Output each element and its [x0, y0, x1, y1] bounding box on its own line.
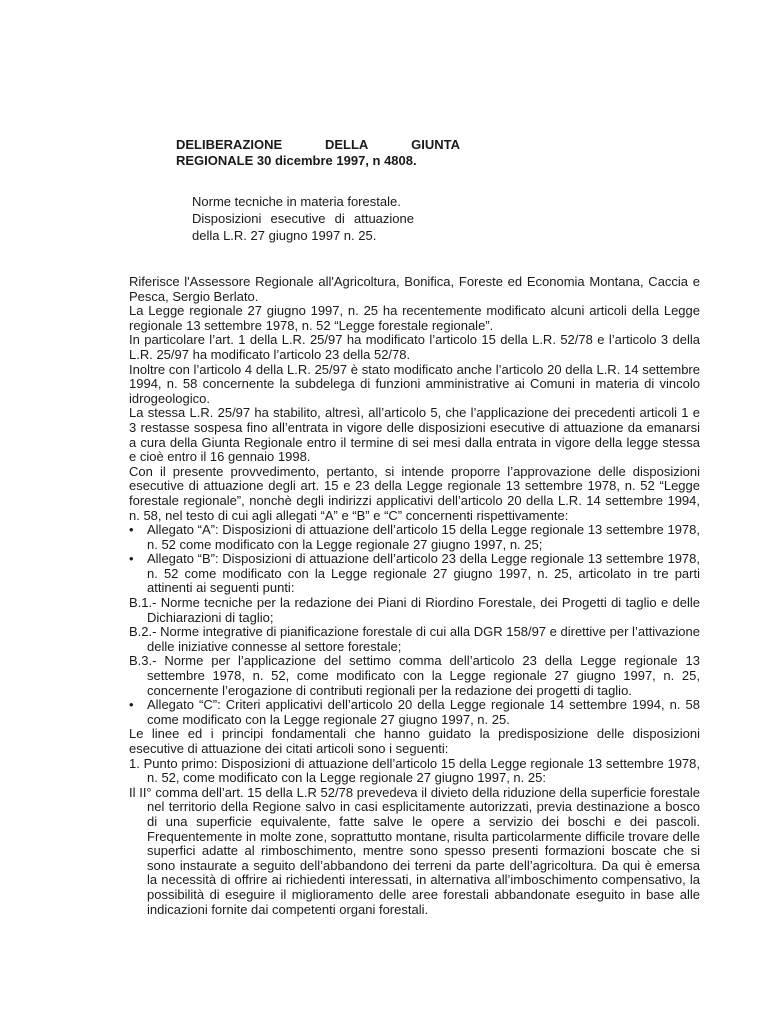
bullet-icon: • — [129, 697, 134, 713]
list-item-text: Allegato “A”: Disposizioni di attuazione dell’articolo 15 della Legge regionale 13 settembre 1978, n. 52 come modificato con la Legge regionale 27 giugno 1997, n. 25; — [147, 522, 700, 552]
list-item-text: Allegato “B”: Disposizioni di attuazione dell’articolo 23 della Legge regionale 13 settembre 1978, n. 52 come modificato con la Legge regionale 27 giugno 1997, n. 25, articolato in tre parti attinenti ai seguenti punti: — [147, 551, 700, 596]
list-item-allegato-c — [129, 698, 700, 727]
paragraph-provvedimento: Con il presente provvedimento, pertanto, si intende proporre l’approvazione delle disposizioni esecutive di attuazione degli art. 15 e 23 della Legge regionale 13 settembre 1978, n. 52 “Legge forestale regionale”, nonchè degli indirizzi applicativi dell’articolo 20 della L.R. 14 settembre 1994, n. 58, nel testo di cui agli allegati “A” e “B” e “C” concernenti rispettivamente: — [129, 463, 700, 523]
document-heading — [176, 137, 460, 169]
list-item-allegato-a — [129, 523, 700, 552]
sub-item-b2: B.2.- Norme integrative di pianificazione forestale di cui alla DGR 158/97 e direttive per l’attivazione delle iniziative connesse al settore forestale; — [129, 624, 700, 654]
paragraph-linee-principi: Le linee ed i principi fondamentali che hanno guidato la predisposizione delle disposizioni esecutive di attuazione dei citati articoli sono i seguenti: — [129, 726, 700, 756]
paragraph-ii-comma: Il II° comma dell’art. 15 della L.R 52/78 prevedeva il divieto della riduzione della superficie forestale nel territorio della Regione salvo in casi esplicitamente autorizzati, previa destinazione a bosco di una superficie equivalente, fatte salve le opere a servizio dei boschi e dei pascoli. Frequentemente in molte zone, soprattutto montane, risulta particolarmente difficile trovare delle superfici adatte al rimboschimento, mentre sono spesso presenti formazioni boscate che si sono instaurate a seguito dell’abbandono dei terreni da parte dell’agricoltura. Da qui è emersa la necessità di offrire ai richiedenti interessati, in alternativa all’imboschimento compensativo, la possibilità di eseguire il miglioramento delle aree forestali abbandonate eseguito in base alle indicazioni fornite dai competenti organi forestali. — [129, 784, 700, 917]
document-subject — [192, 193, 414, 244]
sub-item-b3: B.3.- Norme per l’applicazione del settimo comma dell’articolo 23 della Legge regionale 13 settembre 1978, n. 52, come modificato con la Legge regionale 27 giugno 1997, n. 25, concernente l’erogazione di contributi regionali per la redazione dei progetti di taglio. — [129, 653, 700, 698]
paragraph-legge-25-97: La Legge regionale 27 giugno 1997, n. 25 ha recentemente modificato alcuni articoli della Legge regionale 13 settembre 1978, n. 52 “Legge forestale regionale”. — [129, 303, 700, 333]
subject-line-1: Norme tecniche in materia forestale. — [192, 194, 401, 209]
subject-line-3: della L.R. 27 giugno 1997 n. 25. — [192, 228, 377, 243]
heading-word-deliberazione: DELIBERAZIONE — [176, 137, 283, 152]
numbered-item-1: 1. Punto primo: Disposizioni di attuazione dell’articolo 15 della Legge regionale 13 settembre 1978, n. 52, come modificato con la Legge regionale 27 giugno 1997, n. 25: — [129, 755, 700, 786]
heading-line-2: REGIONALE 30 dicembre 1997, n 4808. — [176, 153, 417, 168]
document-body — [129, 275, 700, 917]
list-item-text: Allegato “C”: Criteri applicativi dell’articolo 20 della Legge regionale 14 settembre 1994, n. 58 come modificato con la Legge regionale 27 giugno 1997, n. 25. — [147, 697, 700, 727]
paragraph-assessore: Riferisce l'Assessore Regionale all'Agricoltura, Bonifica, Foreste ed Economia Montana, Caccia e Pesca, Sergio Berlato. — [129, 274, 700, 304]
paragraph-articolo-4: Inoltre con l’articolo 4 della L.R. 25/97 è stato modificato anche l’articolo 20 della L.R. 14 settembre 1994, n. 58 concernente la subdelega di funzioni amministrative ai Comuni in materia di vincolo idrogeologico. — [129, 361, 700, 406]
heading-word-della: DELLA — [324, 137, 369, 152]
bullet-icon: • — [129, 551, 134, 567]
subject-line-2: Disposizioni esecutive di attuazione — [192, 211, 414, 226]
heading-word-giunta: GIUNTA — [411, 137, 460, 152]
heading-line-1 — [176, 137, 460, 153]
paragraph-articolo-1: In particolare l’art. 1 della L.R. 25/97 ha modificato l’articolo 15 della L.R. 52/78 e l’articolo 3 della L.R. 25/97 ha modificato l’articolo 23 della 52/78. — [129, 332, 700, 362]
bullet-icon: • — [129, 522, 134, 538]
sub-item-b1: B.1.- Norme tecniche per la redazione dei Piani di Riordino Forestale, dei Progetti di taglio e delle Dichiarazioni di taglio; — [129, 595, 700, 625]
paragraph-articolo-5: La stessa L.R. 25/97 ha stabilito, altresì, all’articolo 5, che l’applicazione dei precedenti articoli 1 e 3 restasse sospesa fino all’entrata in vigore delle disposizioni esecutive di attuazione da emanarsi a cura della Giunta Regionale entro il termine di sei mesi dalla entrata in vigore della legge stessa e cioè entro il 16 gennaio 1998. — [129, 405, 700, 465]
list-item-allegato-b — [129, 552, 700, 596]
